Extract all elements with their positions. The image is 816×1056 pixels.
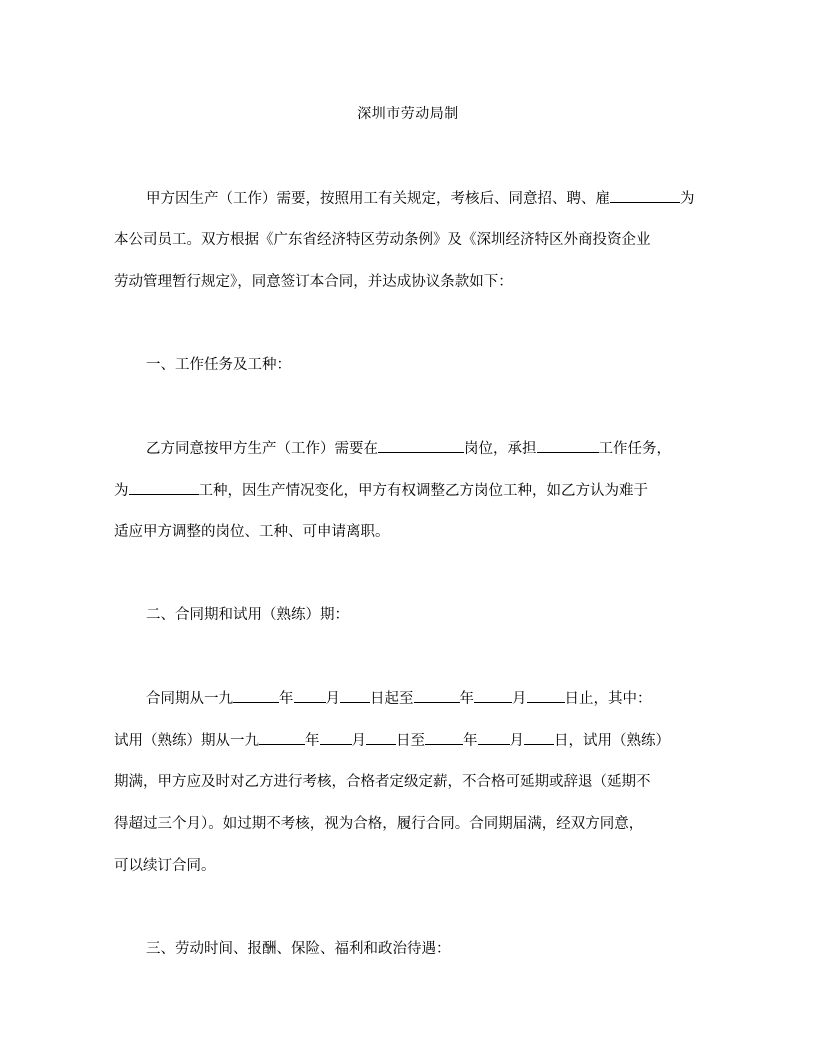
section2-line1-text: 日止，其中： bbox=[564, 691, 652, 707]
para1-line1-end: 为 bbox=[680, 191, 695, 207]
blank-field bbox=[537, 437, 599, 453]
blank-field bbox=[425, 729, 463, 745]
section2-line2-text: 月 bbox=[509, 733, 524, 749]
section2-line1-text: 年 bbox=[279, 691, 294, 707]
section2-line2 bbox=[114, 729, 670, 752]
blank-field bbox=[366, 729, 396, 745]
section2-line1-text: 月 bbox=[325, 691, 340, 707]
section1-line3: 适应甲方调整的岗位、工种、可申请离职。 bbox=[114, 524, 390, 540]
section1-line2 bbox=[114, 479, 648, 502]
document-title: 深圳市劳动局制 bbox=[357, 106, 459, 122]
blank-field bbox=[378, 437, 464, 453]
blank-field bbox=[129, 479, 199, 495]
section2-line2-text: 日，试用（熟练） bbox=[554, 733, 670, 749]
section2-line2-text: 试用（熟练）期从一九 bbox=[114, 733, 259, 749]
section2-line1 bbox=[146, 687, 652, 710]
para1-line3: 劳动管理暂行规定》，同意签订本合同，并达成协议条款如下： bbox=[114, 274, 513, 290]
section1-line1 bbox=[146, 437, 671, 460]
blank-field bbox=[478, 729, 510, 745]
section1-heading: 一、工作任务及工种： bbox=[146, 357, 291, 373]
blank-field bbox=[414, 687, 460, 703]
section2-line3: 期满，甲方应及时对乙方进行考核，合格者定级定薪，不合格可延期或辞退（延期不 bbox=[114, 774, 651, 790]
section1-line1-text: 岗位，承担 bbox=[464, 441, 537, 457]
blank-field bbox=[340, 687, 370, 703]
section2-line2-text: 年 bbox=[305, 733, 320, 749]
blank-field bbox=[259, 729, 305, 745]
blank-field bbox=[294, 687, 326, 703]
section2-line1-text: 合同期从一九 bbox=[146, 691, 233, 707]
section2-line1-text: 年 bbox=[459, 691, 474, 707]
para1-line1-text: 甲方因生产（工作）需要，按照用工有关规定，考核后、同意招、聘、雇 bbox=[146, 191, 610, 207]
section2-heading: 二、合同期和试用（熟练）期： bbox=[146, 607, 349, 623]
section2-line4: 得超过三个月）。如过期不考核，视为合格，履行合同。合同期届满，经双方同意， bbox=[114, 816, 644, 832]
blank-field bbox=[320, 729, 352, 745]
section2-line1-text: 月 bbox=[512, 691, 527, 707]
blank-field bbox=[524, 729, 554, 745]
section1-line2-text: 为 bbox=[114, 483, 129, 499]
section3-heading: 三、劳动时间、报酬、保险、福利和政治待遇： bbox=[146, 941, 451, 957]
section2-line2-text: 日至 bbox=[396, 733, 425, 749]
para1-line2: 本公司员工。双方根据《广东省经济特区劳动条例》及《深圳经济特区外商投资企业 bbox=[114, 232, 651, 248]
blank-field bbox=[527, 687, 565, 703]
section2-line2-text: 年 bbox=[463, 733, 478, 749]
section1-line1-text: 乙方同意按甲方生产（工作）需要在 bbox=[146, 441, 378, 457]
section1-line1-text: 工作任务， bbox=[598, 441, 671, 457]
section2-line1-text: 日起至 bbox=[370, 691, 414, 707]
section2-line2-text: 月 bbox=[351, 733, 366, 749]
blank-field bbox=[610, 187, 680, 203]
section2-line5: 可以续订合同。 bbox=[114, 858, 216, 874]
para1-line1 bbox=[146, 187, 695, 210]
blank-field bbox=[233, 687, 279, 703]
blank-field bbox=[474, 687, 512, 703]
section1-line2-text: 工种，因生产情况变化，甲方有权调整乙方岗位工种，如乙方认为难于 bbox=[198, 483, 648, 499]
